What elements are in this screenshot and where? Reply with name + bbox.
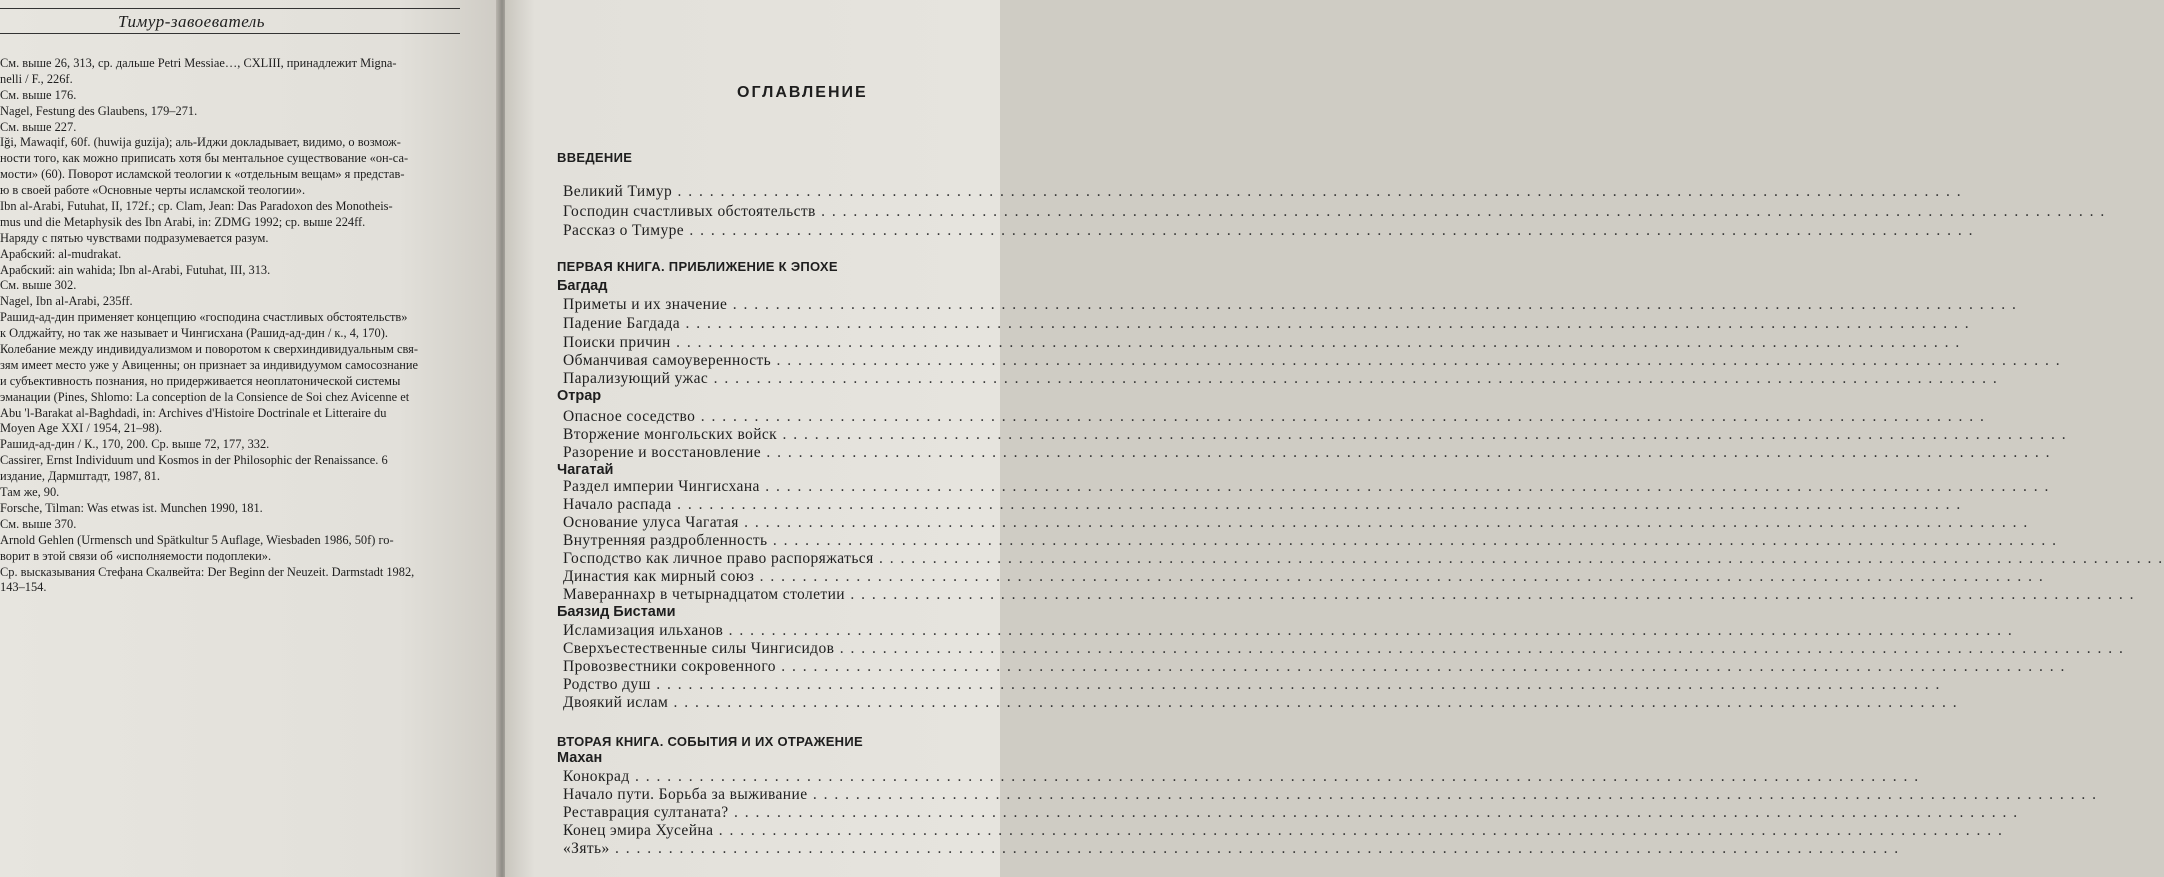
toc-section-heading <box>557 462 1000 478</box>
toc-label: Разорение и восстановление <box>563 444 762 461</box>
toc-part-heading <box>557 734 1000 749</box>
toc-leader-dots: . . . . . . . . . . . . . . . . . . . . . . . . . . . . . . . . . . . . . . . . . . . . . . . . . . . . . . . . . . . . . . . . . . . . . . . . . . . . . . . . . . . . . . . . . . . . . . . . . . . . . . . . . . . . . . . . . . . . . . . . <box>807 786 2098 803</box>
toc-leader-dots: . . . . . . . . . . . . . . . . . . . . . . . . . . . . . . . . . . . . . . . . . . . . . . . . . . . . . . . . . . . . . . . . . . . . . . . . . . . . . . . . . . . . . . . . . . . . . . . . . . . . . . . . . . . . . . . . . . . . . . . . <box>761 444 2052 461</box>
toc-entry <box>563 694 1959 712</box>
toc-label: Обманчивая самоуверенность <box>563 352 772 369</box>
endnote-line: ю в своей работе «Основные черты исламской теологии». <box>0 183 306 198</box>
endnote-line: и субъективность познания, но придерживается неоплатонической системы <box>0 373 401 388</box>
toc-label: Баязид Бистами <box>557 604 676 620</box>
toc-leader-dots: . . . . . . . . . . . . . . . . . . . . . . . . . . . . . . . . . . . . . . . . . . . . . . . . . . . . . . . . . . . . . . . . . . . . . . . . . . . . . . . . . . . . . . . . . . . . . . . . . . . . . . . . . . . . . . . . . . . . . . . . <box>728 804 2019 821</box>
endnote-line: издание, Дармштадт, 1987, 81. <box>0 469 160 484</box>
toc-leader-dots: . . . . . . . . . . . . . . . . . . . . . . . . . . . . . . . . . . . . . . . . . . . . . . . . . . . . . . . . . . . . . . . . . . . . . . . . . . . . . . . . . . . . . . . . . . . . . . . . . . . . . . . . . . . . . . . . . . . . . . . . <box>713 822 2004 839</box>
toc-leader-dots: . . . . . . . . . . . . . . . . . . . . . . . . . . . . . . . . . . . . . . . . . . . . . . . . . . . . . . . . . . . . . . . . . . . . . . . . . . . . . . . . . . . . . . . . . . . . . . . . . . . . . . . . . . . . . . . . . . . . . . . . <box>754 568 2045 585</box>
toc-section-heading <box>557 604 1000 620</box>
toc-entry <box>563 315 1971 333</box>
toc-label: Начало распада <box>563 496 672 513</box>
running-header-title: Тимур-завоеватель <box>118 12 266 31</box>
endnote-line: См. выше 176. <box>0 87 77 102</box>
toc-leader-dots: . . . . . . . . . . . . . . . . . . . . . . . . . . . . . . . . . . . . . . . . . . . . . . . . . . . . . . . . . . . . . . . . . . . . . . . . . . . . . . . . . . . . . . . . . . . . . . . . . . . . . . . . . . . . . . . . . . . . . . . . <box>767 532 2058 549</box>
endnote-line: Наряду с пятью чувствами подразумевается разум. <box>0 230 269 245</box>
running-header <box>0 8 460 34</box>
endnote-line: nelli / F., 226f. <box>0 71 73 86</box>
toc-entry <box>563 550 2164 568</box>
toc-leader-dots: . . . . . . . . . . . . . . . . . . . . . . . . . . . . . . . . . . . . . . . . . . . . . . . . . . . . . . . . . . . . . . . . . . . . . . . . . . . . . . . . . . . . . . . . . . . . . . . . . . . . . . . . . . . . . . . . . . . . . . . . <box>723 622 2014 639</box>
endnote-line: Рашид-ад-дин / К., 170, 200. Ср. выше 72, 177, 332. <box>0 437 270 452</box>
toc-label: Великий Тимур <box>563 183 673 200</box>
toc-label: Внутренняя раздробленность <box>563 532 768 549</box>
endnote-line: Рашид-ад-дин применяет концепцию «господина счастливых обстоятельств» <box>0 310 408 325</box>
toc-title: ОГЛАВЛЕНИЕ <box>737 84 868 101</box>
endnote-line: Cassirer, Ernst Individuum und Kosmos in der Philosophic der Renaissance. 6 <box>0 453 388 468</box>
endnote-line: эманации (Pines, Shlomo: La conception de la Consience de Soi chez Avicenne et <box>0 389 410 404</box>
toc-label: Приметы и их значение <box>563 296 728 313</box>
toc-label: Отрар <box>557 388 602 404</box>
toc-leader-dots: . . . . . . . . . . . . . . . . . . . . . . . . . . . . . . . . . . . . . . . . . . . . . . . . . . . . . . . . . . . . . . . . . . . . . . . . . . . . . . . . . . . . . . . . . . . . . . . . . . . . . . . . . . . . . . . . . . . . . . . . <box>668 694 1959 711</box>
toc-leader-dots: . . . . . . . . . . . . . . . . . . . . . . . . . . . . . . . . . . . . . . . . . . . . . . . . . . . . . . . . . . . . . . . . . . . . . . . . . . . . . . . . . . . . . . . . . . . . . . . . . . . . . . . . . . . . . . . . . . . . . . . . <box>834 640 2125 657</box>
endnote-line: См. выше 26, 313, ср. дальше Petri Messiae…, CXLIII, принадлежит Migna- <box>0 56 397 70</box>
toc-entry <box>563 478 2050 496</box>
toc-leader-dots: . . . . . . . . . . . . . . . . . . . . . . . . . . . . . . . . . . . . . . . . . . . . . . . . . . . . . . . . . . . . . . . . . . . . . . . . . . . . . . . . . . . . . . . . . . . . . . . . . . . . . . . . . . . . . . . . . . . . . . . . <box>775 658 2066 675</box>
endnote-line: 143–154. <box>0 580 47 595</box>
endnote-line: См. выше 370. <box>0 516 77 531</box>
toc-part-heading <box>557 150 1000 165</box>
toc-label: Опасное соседство <box>563 408 696 425</box>
toc-label: Поиски причин <box>563 334 671 351</box>
toc-entry <box>563 296 2018 314</box>
endnote-line: См. выше 302. <box>0 278 77 293</box>
toc-label: Конец эмира Хусейна <box>563 822 714 839</box>
toc-leader-dots: . . . . . . . . . . . . . . . . . . . . . . . . . . . . . . . . . . . . . . . . . . . . . . . . . . . . . . . . . . . . . . . . . . . . . . . . . . . . . . . . . . . . . . . . . . . . . . . . . . . . . . . . . . . . . . . . . . . . . . . . <box>650 676 1941 693</box>
toc-entry <box>563 183 1963 201</box>
toc-entry <box>563 676 1941 694</box>
toc-entry <box>563 822 2004 840</box>
toc-label: Парализующий ужас <box>563 370 709 387</box>
toc-label: Рассказ о Тимуре <box>563 222 685 239</box>
toc-label: ВТОРАЯ КНИГА. СОБЫТИЯ И ИХ ОТРАЖЕНИЕ <box>557 734 863 749</box>
endnote-line: мости» (60). Поворот исламской теологии к «отдельным вещам» я представ- <box>0 167 405 182</box>
toc-label: Чагатай <box>557 462 614 478</box>
endnote-line: к Олджайту, но так же называет и Чингисхана (Рашид-ад-дин / к., 4, 170). <box>0 326 388 341</box>
toc-leader-dots: . . . . . . . . . . . . . . . . . . . . . . . . . . . . . . . . . . . . . . . . . . . . . . . . . . . . . . . . . . . . . . . . . . . . . . . . . . . . . . . . . . . . . . . . . . . . . . . . . . . . . . . . . . . . . . . . . . . . . . . . <box>680 315 1971 332</box>
toc-entry <box>563 514 2029 532</box>
toc-leader-dots: . . . . . . . . . . . . . . . . . . . . . . . . . . . . . . . . . . . . . . . . . . . . . . . . . . . . . . . . . . . . . . . . . . . . . . . . . . . . . . . . . . . . . . . . . . . . . . . . . . . . . . . . . . . . . . . . . . . . . . . . <box>609 840 1900 857</box>
toc-entry <box>563 408 1986 426</box>
toc-leader-dots: . . . . . . . . . . . . . . . . . . . . . . . . . . . . . . . . . . . . . . . . . . . . . . . . . . . . . . . . . . . . . . . . . . . . . . . . . . . . . . . . . . . . . . . . . . . . . . . . . . . . . . . . . . . . . . . . . . . . . . . . <box>759 478 2050 495</box>
toc-leader-dots: . . . . . . . . . . . . . . . . . . . . . . . . . . . . . . . . . . . . . . . . . . . . . . . . . . . . . . . . . . . . . . . . . . . . . . . . . . . . . . . . . . . . . . . . . . . . . . . . . . . . . . . . . . . . . . . . . . . . . . . . <box>844 586 2135 603</box>
toc-leader-dots: . . . . . . . . . . . . . . . . . . . . . . . . . . . . . . . . . . . . . . . . . . . . . . . . . . . . . . . . . . . . . . . . . . . . . . . . . . . . . . . . . . . . . . . . . . . . . . . . . . . . . . . . . . . . . . . . . . . . . . . . <box>771 352 2062 369</box>
toc-entry <box>563 426 2068 444</box>
toc-section-heading <box>557 278 1000 294</box>
toc-leader-dots: . . . . . . . . . . . . . . . . . . . . . . . . . . . . . . . . . . . . . . . . . . . . . . . . . . . . . . . . . . . . . . . . . . . . . . . . . . . . . . . . . . . . . . . . . . . . . . . . . . . . . . . . . . . . . . . . . . . . . . . . <box>684 222 1975 239</box>
endnote-line: Ibn al-Arabi, Futuhat, II, 172f.; ср. Clam, Jean: Das Paradoxon des Monotheis- <box>0 199 393 214</box>
endnote-line: Там же, 90. <box>0 485 60 500</box>
toc-leader-dots: . . . . . . . . . . . . . . . . . . . . . . . . . . . . . . . . . . . . . . . . . . . . . . . . . . . . . . . . . . . . . . . . . . . . . . . . . . . . . . . . . . . . . . . . . . . . . . . . . . . . . . . . . . . . . . . . . . . . . . . . <box>873 550 2164 567</box>
endnote-line: Арабский: al-mudrakat. <box>0 246 122 261</box>
toc-label: Династия как мирный союз <box>563 568 755 585</box>
toc-label: Основание улуса Чагатая <box>563 514 739 531</box>
toc-entry <box>563 496 1962 514</box>
endnote-line: Ср. высказывания Стефана Скалвейта: Der Beginn der Neuzeit. Darmstadt 1982, <box>0 564 415 579</box>
toc-label: Конокрад <box>563 768 630 785</box>
toc-leader-dots: . . . . . . . . . . . . . . . . . . . . . . . . . . . . . . . . . . . . . . . . . . . . . . . . . . . . . . . . . . . . . . . . . . . . . . . . . . . . . . . . . . . . . . . . . . . . . . . . . . . . . . . . . . . . . . . . . . . . . . . . <box>815 203 2106 220</box>
toc-entry <box>563 840 1900 858</box>
toc-entry <box>563 586 2135 604</box>
toc-label: Раздел империи Чингисхана <box>563 478 760 495</box>
toc-entry <box>563 640 2125 658</box>
endnote-line: Moyen Age XXI / 1954, 21–98). <box>0 421 163 436</box>
toc-label: Багдад <box>557 278 608 294</box>
toc-entry <box>563 222 1975 240</box>
toc-entry <box>563 203 2106 221</box>
toc-label: ВВЕДЕНИЕ <box>557 150 633 165</box>
toc-entry <box>563 370 1999 388</box>
endnote-line: mus und die Metaphysik des Ibn Arabi, in: ZDMG 1992; ср. выше 224ff. <box>0 214 366 229</box>
toc-label: Начало пути. Борьба за выживание <box>563 786 808 803</box>
endnote-line: Iği, Mawaqif, 60f. (huwija guzija); аль-Иджи докладывает, видимо, о возмож- <box>0 135 401 150</box>
toc-part-heading <box>557 259 1000 274</box>
toc-entry <box>563 768 1920 786</box>
toc-leader-dots: . . . . . . . . . . . . . . . . . . . . . . . . . . . . . . . . . . . . . . . . . . . . . . . . . . . . . . . . . . . . . . . . . . . . . . . . . . . . . . . . . . . . . . . . . . . . . . . . . . . . . . . . . . . . . . . . . . . . . . . . <box>738 514 2029 531</box>
toc-leader-dots: . . . . . . . . . . . . . . . . . . . . . . . . . . . . . . . . . . . . . . . . . . . . . . . . . . . . . . . . . . . . . . . . . . . . . . . . . . . . . . . . . . . . . . . . . . . . . . . . . . . . . . . . . . . . . . . . . . . . . . . . <box>670 334 1961 351</box>
toc-label: Господин счастливых обстоятельств <box>563 203 816 220</box>
endnote-line: Arnold Gehlen (Urmensch und Spätkultur 5 Auflage, Wiesbaden 1986, 50f) го- <box>0 532 394 547</box>
endnotes <box>0 56 470 596</box>
endnote-line: Nagel, Ibn al-Arabi, 235ff. <box>0 294 133 309</box>
toc-leader-dots: . . . . . . . . . . . . . . . . . . . . . . . . . . . . . . . . . . . . . . . . . . . . . . . . . . . . . . . . . . . . . . . . . . . . . . . . . . . . . . . . . . . . . . . . . . . . . . . . . . . . . . . . . . . . . . . . . . . . . . . . <box>777 426 2068 443</box>
endnote-line: ности того, как можно приписать хотя бы ментальное существование «он-са- <box>0 151 409 166</box>
left-page <box>0 0 498 877</box>
toc-label: Двоякий ислам <box>563 694 669 711</box>
toc-label: Мавераннахр в четырнадцатом столетии <box>563 586 845 603</box>
toc-label: Вторжение монгольских войск <box>563 426 778 443</box>
toc-section-heading <box>557 750 1000 766</box>
toc-entry <box>563 444 2052 462</box>
endnote-line: Арабский: ain wahida; Ibn al-Arabi, Futuhat, III, 313. <box>0 262 271 277</box>
toc-label: Падение Багдада <box>563 315 681 332</box>
toc-leader-dots: . . . . . . . . . . . . . . . . . . . . . . . . . . . . . . . . . . . . . . . . . . . . . . . . . . . . . . . . . . . . . . . . . . . . . . . . . . . . . . . . . . . . . . . . . . . . . . . . . . . . . . . . . . . . . . . . . . . . . . . . <box>727 296 2018 313</box>
toc-label: Сверхъестественные силы Чингисидов <box>563 640 835 657</box>
toc-label: ПЕРВАЯ КНИГА. ПРИБЛИЖЕНИЕ К ЭПОХЕ <box>557 259 838 274</box>
toc-label: Исламизация ильханов <box>563 622 724 639</box>
toc-leader-dots: . . . . . . . . . . . . . . . . . . . . . . . . . . . . . . . . . . . . . . . . . . . . . . . . . . . . . . . . . . . . . . . . . . . . . . . . . . . . . . . . . . . . . . . . . . . . . . . . . . . . . . . . . . . . . . . . . . . . . . . . <box>672 183 1963 200</box>
toc-entry <box>563 532 2058 550</box>
toc-section-heading <box>557 388 1000 404</box>
right-page <box>505 0 2164 877</box>
toc-entry <box>563 658 2066 676</box>
toc-label: Реставрация султаната? <box>563 804 729 821</box>
toc-entry <box>563 568 2045 586</box>
toc-entry <box>563 786 2098 804</box>
toc-entry <box>563 352 2062 370</box>
endnote-line: См. выше 227. <box>0 119 77 134</box>
toc-leader-dots: . . . . . . . . . . . . . . . . . . . . . . . . . . . . . . . . . . . . . . . . . . . . . . . . . . . . . . . . . . . . . . . . . . . . . . . . . . . . . . . . . . . . . . . . . . . . . . . . . . . . . . . . . . . . . . . . . . . . . . . . <box>629 768 1920 785</box>
toc-entry <box>563 334 1961 352</box>
toc-label: Провозвестники сокровенного <box>563 658 776 675</box>
toc-entry <box>563 622 2014 640</box>
toc-leader-dots: . . . . . . . . . . . . . . . . . . . . . . . . . . . . . . . . . . . . . . . . . . . . . . . . . . . . . . . . . . . . . . . . . . . . . . . . . . . . . . . . . . . . . . . . . . . . . . . . . . . . . . . . . . . . . . . . . . . . . . . . <box>708 370 1999 387</box>
toc-leader-dots: . . . . . . . . . . . . . . . . . . . . . . . . . . . . . . . . . . . . . . . . . . . . . . . . . . . . . . . . . . . . . . . . . . . . . . . . . . . . . . . . . . . . . . . . . . . . . . . . . . . . . . . . . . . . . . . . . . . . . . . . <box>671 496 1962 513</box>
toc-entry <box>563 804 2019 822</box>
toc-leader-dots: . . . . . . . . . . . . . . . . . . . . . . . . . . . . . . . . . . . . . . . . . . . . . . . . . . . . . . . . . . . . . . . . . . . . . . . . . . . . . . . . . . . . . . . . . . . . . . . . . . . . . . . . . . . . . . . . . . . . . . . . <box>695 408 1986 425</box>
toc-label: «Зять» <box>563 840 610 857</box>
endnote-line: Колебание между индивидуализмом и поворотом к сверхиндивидуальным свя- <box>0 342 418 357</box>
endnote-line: Abu 'l-Barakat al-Baghdadi, in: Archives d'Histoire Doctrinale et Litteraire du <box>0 405 387 420</box>
toc-label: Родство душ <box>563 676 651 693</box>
toc-label: Махан <box>557 750 603 766</box>
endnote-line: Forsche, Tilman: Was etwas ist. Munchen 1990, 181. <box>0 500 263 515</box>
toc-label: Господство как личное право распоряжаться <box>563 550 874 567</box>
endnote-line: Nagel, Festung des Glaubens, 179–271. <box>0 103 198 118</box>
endnote-line: зям имеет место уже у Авиценны; он признает за индивидуумом самосознание <box>0 357 419 372</box>
endnote-line: ворит в этой связи об «исполняемости подоплеки». <box>0 548 272 563</box>
